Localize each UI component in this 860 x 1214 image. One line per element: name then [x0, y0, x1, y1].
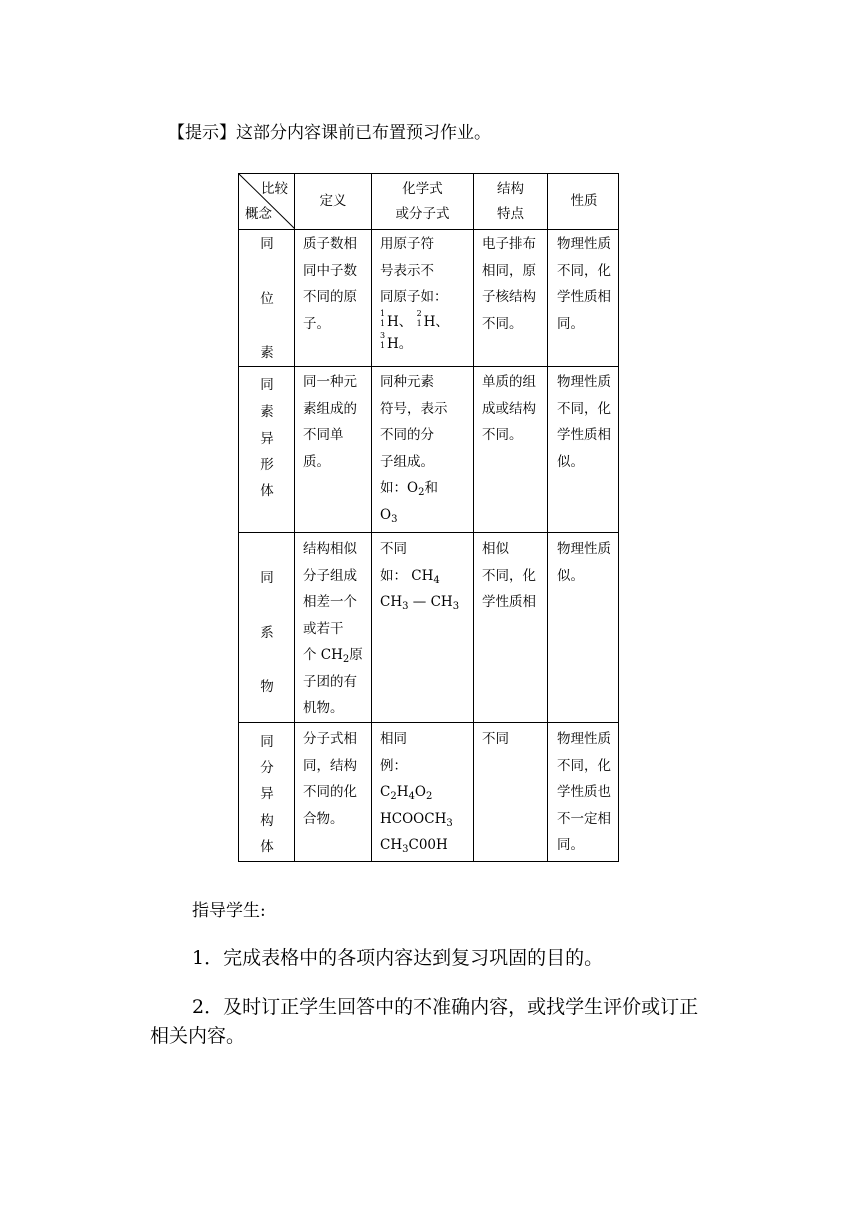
header-formula-line1: 化学式 — [402, 181, 443, 197]
cell-formula: 同种元素 符号，表示 不同的分 子组成。 如：$O_2$和 $O_3$ — [380, 374, 448, 525]
cell-definition: 结构相似 分子组成 相差一个 或若干 个 $CH_2$原 子团的有 机物。 — [303, 541, 363, 716]
table-divider — [239, 722, 618, 723]
header-definition: 定义 — [319, 193, 347, 209]
cell-definition: 分子式相 同，结构 不同的化 合物。 — [303, 731, 357, 827]
ch2-line: 个 $CH_2$原 — [303, 647, 363, 665]
header-structure-line1: 结构 — [497, 181, 524, 197]
cell-formula: 相同 例： $C_2H_4O_2$ $HCOOCH_3$ $CH_3C00H$ — [380, 726, 453, 859]
hint-text: 【提示】这部分内容课前已布置预习作业。 — [168, 123, 491, 143]
header-formula-line2: 或分子式 — [395, 206, 450, 222]
table-divider — [239, 229, 618, 230]
table-divider — [371, 174, 372, 861]
concept-char: 异 — [260, 786, 274, 802]
concept-char: 体 — [260, 839, 274, 855]
isotope-formula: 1 1 H、 2 1 H、 — [380, 308, 449, 330]
concept-char: 同 — [260, 734, 274, 750]
ethane-line: $CH_3$ — $CH_3$ — [380, 594, 460, 612]
header-property: 性质 — [570, 193, 598, 209]
cell-definition: 同一种元 素组成的 不同单 质。 — [303, 374, 357, 470]
cell-definition: 质子数相 同中子数 不同的原 子。 — [303, 236, 357, 332]
cell-property: 物理性质 似。 — [557, 541, 611, 584]
table-divider — [239, 532, 618, 533]
acetic-acid-formula: $C_2H_4O_2$ — [380, 784, 433, 802]
concept-char: 构 — [260, 813, 274, 829]
table-divider — [473, 174, 474, 861]
guide-heading: 指导学生: — [192, 901, 266, 921]
guide-point: 1．完成表格中的各项内容达到复习巩固的目的。 — [192, 947, 604, 969]
cell-structure: 不同 — [482, 731, 509, 747]
cell-structure: 单质的组 成或结构 不同。 — [482, 374, 536, 443]
guide-point-continued: 相关内容。 — [150, 1025, 246, 1047]
table-divider — [239, 366, 618, 367]
header-corner-top: 比较 — [261, 181, 288, 197]
concept-char: 物 — [260, 679, 274, 695]
concept-char: 同 — [260, 377, 274, 393]
concept-char: 形 — [260, 457, 274, 473]
header-corner-bottom: 概念 — [245, 206, 272, 222]
methane-line: 如： $CH_4$ — [380, 567, 440, 586]
concept-char: 素 — [260, 345, 274, 361]
cell-formula: 用原子符 号表示不 同原子如： 1 1 H、 2 1 H、 3 1 H。 — [380, 231, 449, 355]
cell-property: 物理性质 不同，化 学性质相 同。 — [557, 236, 611, 332]
guide-point: 2．及时订正学生回答中的不准确内容，或找学生评价或订正 — [192, 996, 699, 1018]
cell-property: 物理性质 不同，化 学性质相 似。 — [557, 374, 611, 470]
concept-char: 位 — [260, 291, 274, 307]
cell-structure: 相似 不同，化 学性质相 — [482, 541, 536, 610]
concept-char: 异 — [260, 431, 274, 447]
concept-char: 素 — [260, 404, 274, 420]
comparison-table — [238, 173, 619, 862]
concept-char: 同 — [260, 570, 274, 586]
header-structure-line2: 特点 — [497, 206, 524, 222]
table-divider — [547, 174, 548, 861]
acetic-acid-structural: $CH_3C00H$ — [380, 837, 448, 855]
cell-property: 物理性质 不同，化 学性质也 不一定相 同。 — [557, 731, 611, 853]
concept-char: 同 — [260, 236, 274, 252]
concept-char: 分 — [260, 760, 274, 776]
cell-structure: 电子排布 相同，原 子核结构 不同。 — [482, 236, 536, 332]
concept-char: 系 — [260, 625, 274, 641]
methyl-formate-formula: $HCOOCH_3$ — [380, 810, 453, 829]
allotrope-example: 如：$O_2$和 — [380, 480, 438, 498]
concept-char: 体 — [260, 483, 274, 499]
isotope-formula: 3 1 H。 — [380, 330, 413, 352]
cell-formula: 不同 如： $CH_4$ $CH_3$ — $CH_3$ — [380, 536, 459, 616]
